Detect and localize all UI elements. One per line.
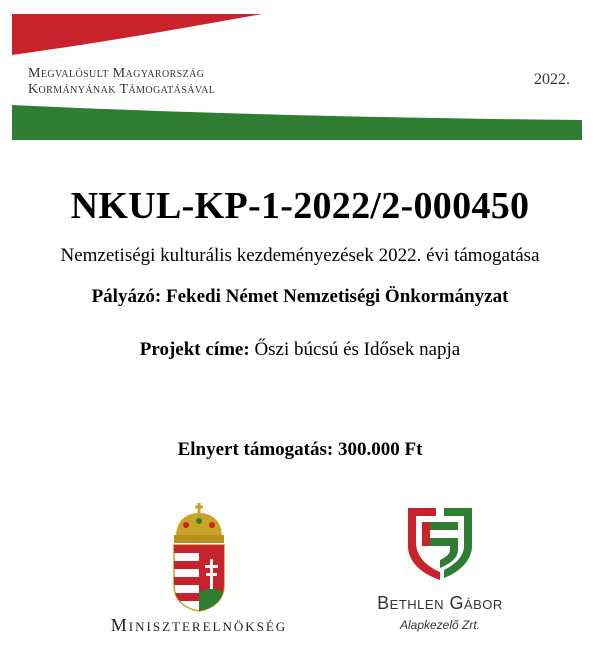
header-banner [0,0,600,145]
project-title: Őszi búcsú és Idősek napja [254,339,461,360]
funder-text [28,66,215,98]
fund-name: Bethlen Gábor [377,593,503,613]
award-line: Elnyert támogatás: 300.000 Ft [177,439,423,460]
project-label: Projekt címe: [139,339,250,360]
funder-line-1: Megvalósult Magyarország [28,66,205,81]
bethlen-gabor-shield-icon [400,502,480,584]
ministry-name: Miniszterelnökség [110,615,288,635]
year-label: 2022. [534,71,570,88]
hungarian-coat-of-arms-icon [170,501,228,613]
fund-subtitle: Alapkezelő Zrt. [399,618,481,632]
ministry-logo [84,497,314,647]
applicant-line: Pályázó: Fekedi Német Nemzetiségi Önkormányzat [91,286,509,307]
funder-line-2: Kormányának Támogatásával [28,82,216,97]
program-name: Nemzetiségi kulturális kezdeményezések 2022. évi támogatása [60,245,540,266]
grant-code: NKUL-KP-1-2022/2-000450 [70,185,530,227]
fund-logo [360,502,520,652]
project-line [0,339,600,361]
